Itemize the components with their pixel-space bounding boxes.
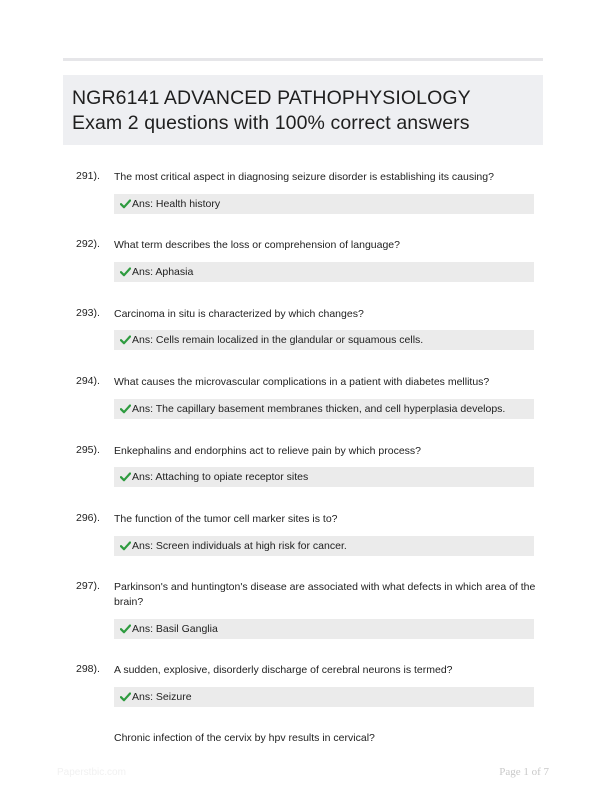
footer-watermark: Paperstbic.com	[57, 767, 126, 778]
checkmark-icon	[120, 624, 131, 634]
answer-box	[114, 619, 534, 639]
question-text: Enkephalins and endorphins act to relieve pain by which process?	[114, 445, 422, 457]
question-text: Carcinoma in situ is characterized by which changes?	[114, 308, 364, 320]
top-divider	[63, 58, 543, 61]
question-number: 293).	[76, 307, 100, 319]
checkmark-icon	[120, 404, 131, 414]
answer-box	[114, 194, 534, 214]
checkmark-icon	[120, 541, 131, 551]
question-text: The function of the tumor cell marker sites is to?	[114, 513, 338, 525]
question-text: Parkinson's and huntington's disease are associated with what defects in which area of the brain?	[114, 581, 536, 608]
question-number: 297).	[76, 580, 100, 592]
answer-box	[114, 687, 534, 707]
question-number: 294).	[76, 375, 100, 387]
answer-text: Ans: Health history	[132, 198, 221, 210]
question-text: The most critical aspect in diagnosing seizure disorder is establishing its causing?	[114, 171, 494, 183]
answer-text: Ans: Aphasia	[132, 266, 194, 278]
question-text: A sudden, explosive, disorderly discharge of cerebral neurons is termed?	[114, 664, 453, 676]
checkmark-icon	[120, 692, 131, 702]
answer-text: Ans: Seizure	[132, 691, 192, 703]
title-banner	[63, 75, 543, 145]
question-number: 291).	[76, 170, 100, 182]
question-number: 298).	[76, 663, 100, 675]
question-text: What causes the microvascular complications in a patient with diabetes mellitus?	[114, 376, 490, 388]
question-number: 295).	[76, 444, 100, 456]
checkmark-icon	[120, 199, 131, 209]
checkmark-icon	[120, 472, 131, 482]
answer-text: Ans: Screen individuals at high risk for cancer.	[132, 540, 347, 552]
checkmark-icon	[120, 335, 131, 345]
page-title-line-1: NGR6141 ADVANCED PATHOPHYSIOLOGY	[72, 87, 471, 109]
question-text: Chronic infection of the cervix by hpv results in cervical?	[114, 732, 375, 744]
answer-text: Ans: The capillary basement membranes thicken, and cell hyperplasia develops.	[132, 403, 506, 415]
question-text: What term describes the loss or comprehension of language?	[114, 239, 400, 251]
answer-text: Ans: Basil Ganglia	[132, 623, 218, 635]
answer-text: Ans: Attaching to opiate receptor sites	[132, 471, 309, 483]
answer-box	[114, 330, 534, 350]
question-number: 292).	[76, 238, 100, 250]
question-number: 296).	[76, 512, 100, 524]
checkmark-icon	[120, 267, 131, 277]
page-number: Page 1 of 7	[499, 766, 549, 778]
answer-box	[114, 262, 534, 282]
answer-box	[114, 467, 534, 487]
page-title-line-2: Exam 2 questions with 100% correct answers	[72, 112, 470, 134]
answer-text: Ans: Cells remain localized in the glandular or squamous cells.	[132, 334, 424, 346]
answer-box	[114, 399, 534, 419]
answer-box	[114, 536, 534, 556]
